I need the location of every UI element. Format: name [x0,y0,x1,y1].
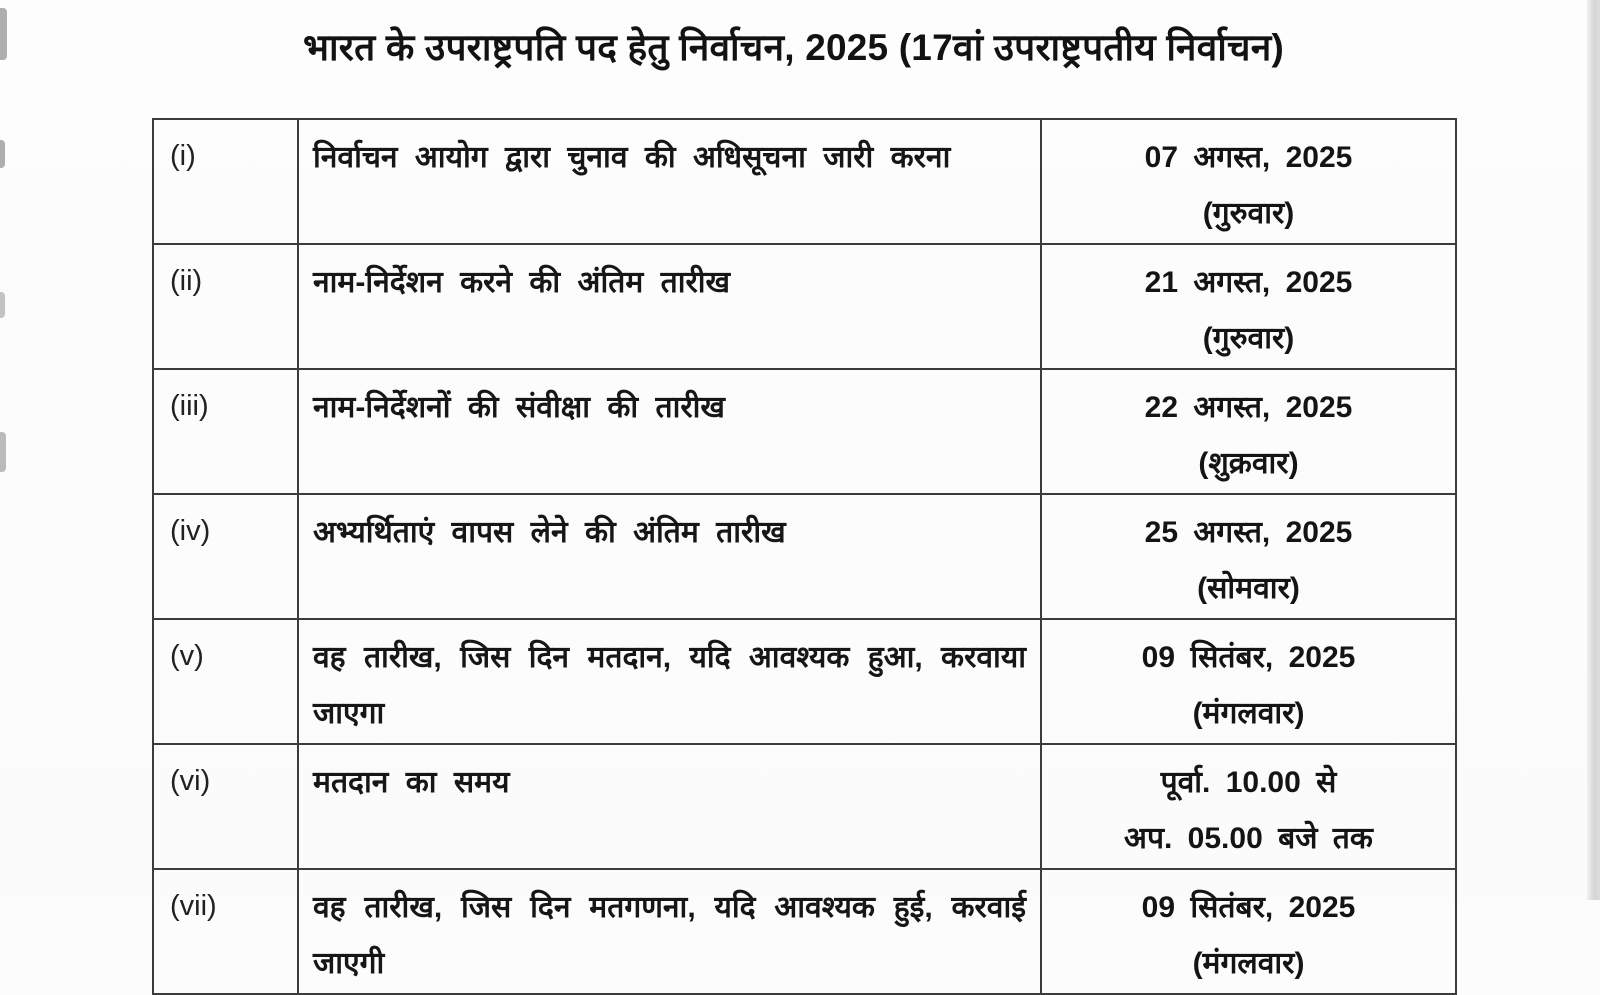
page-title: भारत के उपराष्ट्रपति पद हेतु निर्वाचन, 2025 (17वां उपराष्ट्रपतीय निर्वाचन) [303,27,1284,68]
description-cell: वह तारीख, जिस दिन मतगणना, यदि आवश्यक हुई, करवाई जाएगी [298,869,1041,994]
election-schedule-table [152,118,1457,995]
serial-cell: (i) [153,119,298,244]
time-line-from: पूर्वा. 10.00 से [1160,766,1337,799]
date-cell [1041,119,1456,244]
table-row [153,244,1456,369]
table-row [153,869,1456,994]
weekday-line: (शुक्रवार) [1198,447,1299,480]
date-line: 22 अगस्त, 2025 [1144,391,1353,424]
weekday-line: (गुरुवार) [1202,322,1295,355]
date-cell [1041,619,1456,744]
serial-cell: (iv) [153,494,298,619]
table-row [153,119,1456,244]
time-line-to: अप. 05.00 बजे तक [1124,822,1373,855]
serial-cell: (vi) [153,744,298,869]
description-cell: अभ्यर्थिताएं वापस लेने की अंतिम तारीख [298,494,1041,619]
weekday-line: (मंगलवार) [1192,697,1305,730]
table-row [153,744,1456,869]
date-line: 21 अगस्त, 2025 [1144,266,1353,299]
description-cell: नाम-निर्देशनों की संवीक्षा की तारीख [298,369,1041,494]
date-line: 07 अगस्त, 2025 [1144,141,1353,174]
scan-artifact [0,432,6,472]
serial-cell: (vii) [153,869,298,994]
description-cell: निर्वाचन आयोग द्वारा चुनाव की अधिसूचना जारी करना [298,119,1041,244]
time-cell [1041,744,1456,869]
date-cell [1041,494,1456,619]
serial-cell: (ii) [153,244,298,369]
description-cell: नाम-निर्देशन करने की अंतिम तारीख [298,244,1041,369]
date-line: 25 अगस्त, 2025 [1144,516,1353,549]
serial-cell: (iii) [153,369,298,494]
serial-cell: (v) [153,619,298,744]
table-row [153,619,1456,744]
date-cell [1041,369,1456,494]
date-line: 09 सितंबर, 2025 [1141,891,1356,924]
date-cell [1041,244,1456,369]
weekday-line: (सोमवार) [1197,572,1300,605]
weekday-line: (मंगलवार) [1192,947,1305,980]
weekday-line: (गुरुवार) [1202,197,1295,230]
table-row [153,369,1456,494]
table-row [153,494,1456,619]
scan-artifact [0,140,5,168]
description-cell: मतदान का समय [298,744,1041,869]
page-edge-strip [1587,0,1600,900]
date-line: 09 सितंबर, 2025 [1141,641,1356,674]
date-cell [1041,869,1456,994]
description-cell: वह तारीख, जिस दिन मतदान, यदि आवश्यक हुआ, करवाया जाएगा [298,619,1041,744]
scan-artifact [0,292,5,318]
